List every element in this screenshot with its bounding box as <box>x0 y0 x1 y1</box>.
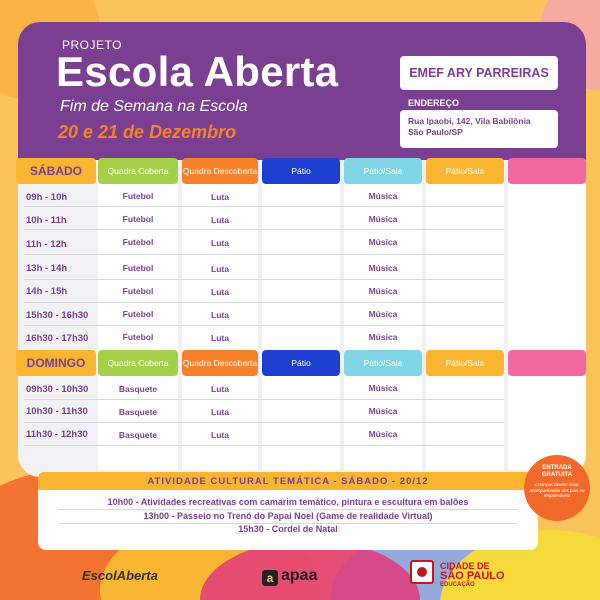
activity-cell: Luta <box>211 287 229 297</box>
activity-cell: Música <box>368 263 398 273</box>
activity-cell: Luta <box>211 407 229 417</box>
apaa-icon: a <box>262 570 278 586</box>
column-extra <box>508 184 586 470</box>
col-header-quadra-descoberta: Quadra Descoberta <box>182 350 258 376</box>
col-header-quadra-coberta: Quadra Coberta <box>98 350 178 376</box>
apaa-logo-text: apaa <box>281 567 318 584</box>
sp-logo-line: SÃO PAULO <box>440 570 505 582</box>
col-header-patio: Pátio <box>262 350 340 376</box>
event-dates: 20 e 21 de Dezembro <box>58 122 237 142</box>
row-divider <box>24 229 504 230</box>
col-header-patio-sala: Pátio/Sala <box>344 158 422 184</box>
activity-cell: Música <box>368 309 398 319</box>
column-quadra-descoberta <box>182 184 258 470</box>
activity-cell: Música <box>368 286 398 296</box>
row-divider <box>24 302 504 303</box>
address-line: Rua Ipaobi, 142, Vila Babilônia <box>408 116 531 126</box>
column-patio <box>262 184 340 470</box>
col-header-quadra-coberta: Quadra Coberta <box>98 158 178 184</box>
header-banner <box>18 22 586 160</box>
badge-note: Crianças devem estar acompanhadas dos pais ou responsáveis <box>529 482 585 498</box>
time-slot: 10h - 11h <box>26 215 67 226</box>
activity-cell: Luta <box>211 264 229 274</box>
activity-cell: Luta <box>211 238 229 248</box>
activity-cell: Luta <box>211 215 229 225</box>
page-title: Escola Aberta <box>56 48 339 95</box>
time-slot: 14h - 15h <box>26 286 68 297</box>
activity-line: 13h00 - Passeio no Trenó do Papai Noel (Game de realidade Virtual) <box>143 511 433 521</box>
column-patio-sala-1 <box>344 184 422 470</box>
activity-cell: Basquete <box>118 430 158 440</box>
col-header-patio-sala: Pátio/Sala <box>426 350 504 376</box>
activity-cell: Futebol <box>122 191 154 201</box>
page-subtitle: Fim de Semana na Escola <box>60 98 248 115</box>
row-divider <box>24 399 504 400</box>
column-quadra-coberta <box>98 184 178 470</box>
row-divider <box>24 279 504 280</box>
activity-cell: Música <box>368 191 398 201</box>
col-header-patio-sala: Pátio/Sala <box>426 158 504 184</box>
activity-line: 15h30 - Cordel de Natal <box>238 524 338 534</box>
row-divider <box>24 422 504 423</box>
activity-line: 10h00 - Atividades recreativas com camarim temático, pintura e escultura em balões <box>107 497 469 507</box>
badge-title: ENTRADA <box>542 465 572 471</box>
project-label: PROJETO <box>62 38 122 52</box>
col-header-extra <box>508 158 586 184</box>
activity-cell: Música <box>368 383 398 393</box>
sao-paulo-logo <box>440 562 505 589</box>
activity-cell: Música <box>368 214 398 224</box>
row-divider <box>58 509 518 510</box>
col-header-quadra-descoberta: Quadra Descoberta <box>182 158 258 184</box>
activity-cell: Música <box>368 332 398 342</box>
col-header-patio-sala: Pátio/Sala <box>344 350 422 376</box>
activity-cell: Música <box>368 237 398 247</box>
activity-cell: Futebol <box>122 263 154 273</box>
sp-logo-line: EDUCAÇÃO <box>440 582 475 588</box>
address-label: ENDEREÇO <box>408 98 460 108</box>
time-slot: 13h - 14h <box>26 263 68 274</box>
time-slot: 10h30 - 11h30 <box>26 406 88 417</box>
school-name: EMEF ARY PARREIRAS <box>400 56 558 90</box>
col-header-patio: Pátio <box>262 158 340 184</box>
column-patio-sala-2 <box>426 184 504 470</box>
activity-cell: Luta <box>211 333 229 343</box>
activity-cell: Luta <box>211 430 229 440</box>
activity-cell: Futebol <box>122 214 154 224</box>
address-line: São Paulo/SP <box>408 127 463 137</box>
time-slot: 15h30 - 16h30 <box>26 310 89 321</box>
time-slot: 09h30 - 10h30 <box>26 384 89 395</box>
time-slot: 09h - 10h <box>26 192 68 203</box>
time-slot: 11h - 12h <box>26 239 67 250</box>
activity-cell: Luta <box>211 310 229 320</box>
time-slot: 11h30 - 12h30 <box>26 429 88 440</box>
activity-cell: Basquete <box>118 407 158 417</box>
activity-cell: Luta <box>211 192 229 202</box>
activity-cell: Futebol <box>122 237 154 247</box>
city-crest-icon <box>410 560 434 584</box>
activity-cell: Luta <box>211 384 229 394</box>
row-divider <box>24 445 504 446</box>
escola-aberta-logo: EscolAberta <box>82 568 158 583</box>
activity-cell: Futebol <box>122 332 154 342</box>
badge-title: GRATUITA <box>541 472 573 478</box>
saturday-header: SÁBADO <box>16 158 96 184</box>
activity-cell: Futebol <box>122 286 154 296</box>
row-divider <box>24 206 504 207</box>
sunday-header: DOMINGO <box>16 350 96 376</box>
address-box <box>400 110 558 148</box>
activity-title: ATIVIDADE CULTURAL TEMÁTICA - SÁBADO - 20/12 <box>38 472 538 490</box>
time-slot: 16h30 - 17h30 <box>26 333 89 344</box>
free-entry-badge <box>524 455 590 521</box>
col-header-extra <box>508 350 586 376</box>
activity-cell: Futebol <box>122 309 154 319</box>
activity-cell: Música <box>368 429 398 439</box>
sp-logo-line: CIDADE DE <box>440 561 490 571</box>
apaa-logo <box>262 567 317 586</box>
activity-cell: Basquete <box>118 384 158 394</box>
row-divider <box>24 254 504 255</box>
activity-cell: Música <box>368 406 398 416</box>
row-divider <box>24 325 504 326</box>
